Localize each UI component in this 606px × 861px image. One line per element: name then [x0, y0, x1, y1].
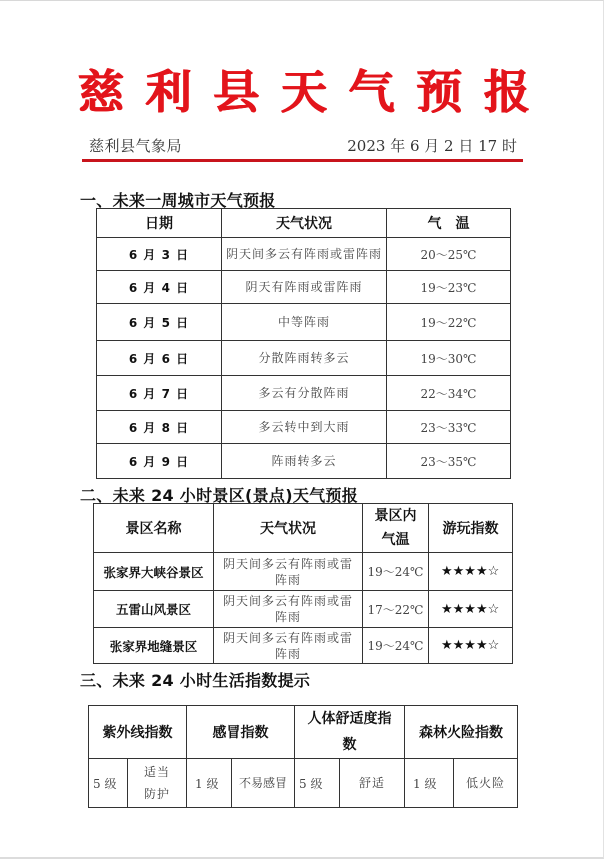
fire-desc-cell: 低火险 — [454, 759, 518, 808]
title-char: 天 — [280, 65, 327, 119]
temperature-cell: 23～35℃ — [387, 444, 511, 479]
cold-desc-cell: 不易感冒 — [232, 759, 295, 808]
condition-cell: 阴天间多云有阵雨或雷阵雨 — [214, 591, 363, 628]
condition-cell: 分散阵雨转多云 — [222, 341, 387, 376]
column-header-uv-index: 紫外线指数 — [89, 706, 187, 759]
condition-cell: 阵雨转多云 — [222, 444, 387, 479]
section-heading-scenic: 二、未来 24 小时景区(景点)天气预报 — [80, 486, 359, 505]
condition-cell: 多云转中到大雨 — [222, 411, 387, 444]
column-header-play-index: 游玩指数 — [429, 504, 513, 553]
table-header-row — [94, 504, 513, 553]
temperature-cell: 17～22℃ — [363, 591, 429, 628]
title-char: 县 — [213, 65, 260, 119]
condition-cell: 阴天有阵雨或雷阵雨 — [222, 271, 387, 304]
column-header-condition: 天气状况 — [214, 504, 363, 553]
column-header-condition: 天气状况 — [222, 209, 387, 238]
table-row — [97, 341, 511, 376]
column-header-spot-temperature: 景区内气温 — [363, 504, 429, 553]
header-divider — [82, 159, 523, 162]
spot-name-cell: 五雷山风景区 — [94, 591, 214, 628]
date-cell: 6 月 3 日 — [97, 238, 222, 271]
title-char: 气 — [348, 65, 395, 119]
temperature-cell: 23～33℃ — [387, 411, 511, 444]
table-row — [94, 628, 513, 664]
condition-cell: 多云有分散阵雨 — [222, 376, 387, 411]
table-row — [97, 271, 511, 304]
fire-level-cell: 1 级 — [405, 759, 454, 808]
uv-desc-cell: 适当防护 — [128, 759, 187, 808]
weekly-forecast-table — [96, 208, 511, 479]
column-header-comfort-index: 人体舒适度指数 — [295, 706, 405, 759]
section-heading-weekly: 一、未来一周城市天气预报 — [80, 191, 276, 210]
table-row — [97, 304, 511, 341]
condition-cell: 阴天间多云有阵雨或雷阵雨 — [214, 553, 363, 591]
table-row — [89, 759, 518, 808]
issuer: 慈利县气象局 — [89, 137, 183, 155]
table-header-row — [97, 209, 511, 238]
table-row — [94, 591, 513, 628]
temperature-cell: 20～25℃ — [387, 238, 511, 271]
cold-level-cell: 1 级 — [187, 759, 232, 808]
date-cell: 6 月 4 日 — [97, 271, 222, 304]
spot-name-cell: 张家界地缝景区 — [94, 628, 214, 664]
spot-name-cell: 张家界大峡谷景区 — [94, 553, 214, 591]
table-header-row — [89, 706, 518, 759]
life-index-table — [88, 705, 518, 808]
temperature-cell: 19～22℃ — [387, 304, 511, 341]
scenic-forecast-table — [93, 503, 513, 664]
play-index-rating: ★★★★☆ — [429, 628, 513, 664]
table-row — [97, 444, 511, 479]
comfort-level-cell: 5 级 — [295, 759, 340, 808]
title-char: 预 — [416, 65, 463, 119]
date-cell: 6 月 7 日 — [97, 376, 222, 411]
column-header-temperature: 气 温 — [387, 209, 511, 238]
column-header-spot-name: 景区名称 — [94, 504, 214, 553]
date-cell: 6 月 9 日 — [97, 444, 222, 479]
condition-cell: 阴天间多云有阵雨或雷阵雨 — [222, 238, 387, 271]
table-row — [97, 411, 511, 444]
section-heading-life-index: 三、未来 24 小时生活指数提示 — [80, 671, 311, 690]
temperature-cell: 19～24℃ — [363, 553, 429, 591]
uv-level-cell: 5 级 — [89, 759, 128, 808]
date-cell: 6 月 6 日 — [97, 341, 222, 376]
column-header-cold-index: 感冒指数 — [187, 706, 295, 759]
title-char: 慈 — [78, 65, 124, 119]
table-row — [94, 553, 513, 591]
page-title — [78, 62, 530, 122]
date-cell: 6 月 8 日 — [97, 411, 222, 444]
play-index-rating: ★★★★☆ — [429, 553, 513, 591]
comfort-desc-cell: 舒适 — [340, 759, 405, 808]
column-header-date: 日期 — [97, 209, 222, 238]
temperature-cell: 19～30℃ — [387, 341, 511, 376]
play-index-rating: ★★★★☆ — [429, 591, 513, 628]
temperature-cell: 22～34℃ — [387, 376, 511, 411]
issue-time: 2023 年 6 月 2 日 17 时 — [347, 137, 517, 155]
column-header-fire-risk-index: 森林火险指数 — [405, 706, 518, 759]
table-row — [97, 376, 511, 411]
condition-cell: 阴天间多云有阵雨或雷阵雨 — [214, 628, 363, 664]
title-char: 利 — [145, 65, 192, 119]
date-cell: 6 月 5 日 — [97, 304, 222, 341]
temperature-cell: 19～24℃ — [363, 628, 429, 664]
condition-cell: 中等阵雨 — [222, 304, 387, 341]
temperature-cell: 19～23℃ — [387, 271, 511, 304]
title-char: 报 — [483, 65, 530, 119]
table-row — [97, 238, 511, 271]
